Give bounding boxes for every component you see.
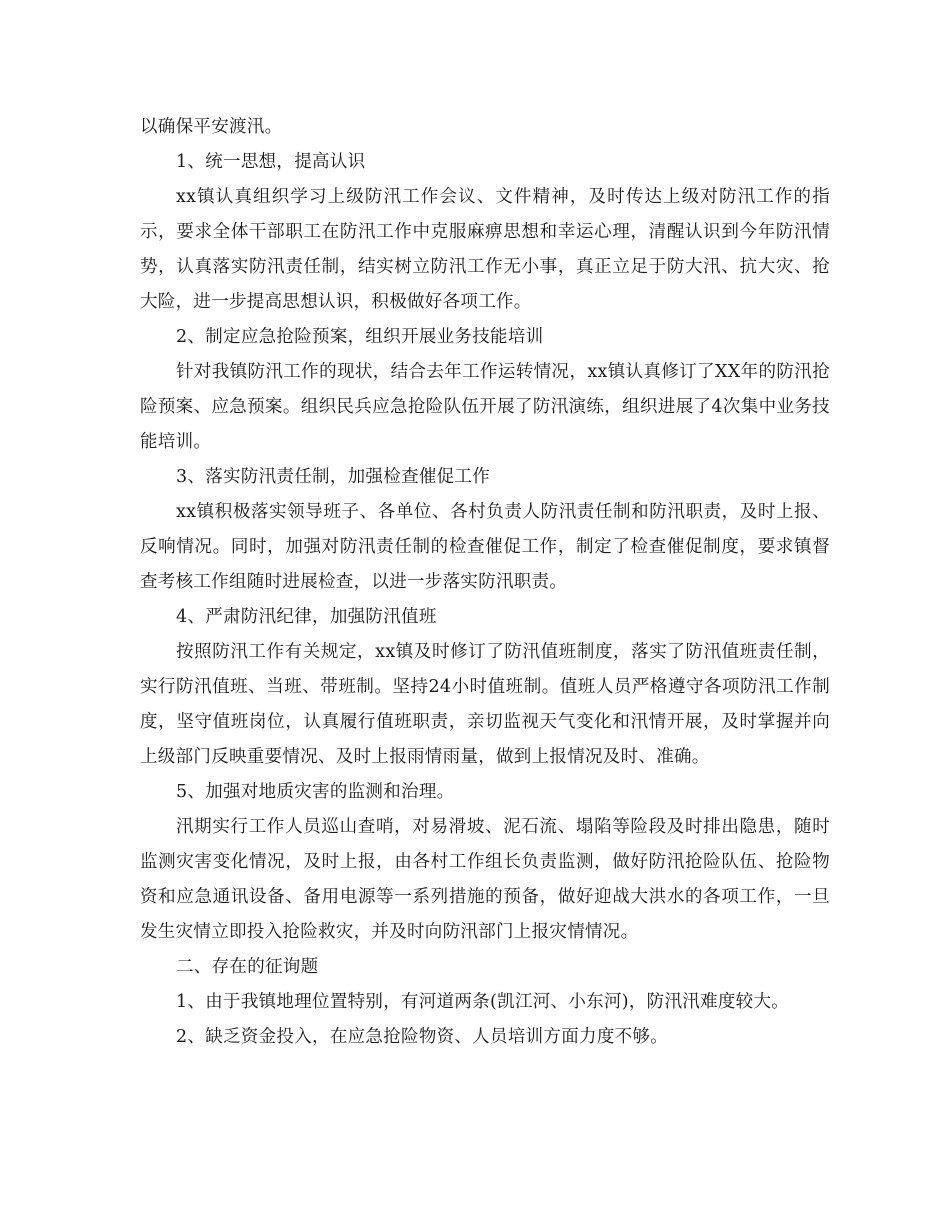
paragraph-3: xx镇积极落实领导班子、各单位、各村负责人防汛责任制和防汛职责，及时上报、反响情况。同时，加强对防汛责任制的检查催促工作，制定了检查催促制度，要求镇督查考核工作组随时进展检查，以进一步落实防汛职责。 bbox=[140, 502, 830, 592]
heading-2: 2、制定应急抢险预案，组织开展业务技能培训 bbox=[176, 327, 544, 347]
heading-5: 5、加强对地质灾害的监测和治理。 bbox=[176, 782, 455, 802]
paragraph-5: 汛期实行工作人员巡山查哨，对易滑坡、泥石流、塌陷等险段及时排出隐患，随时监测灾害变化情况，及时上报，由各村工作组长负责监测，做好防汛抢险队伍、抢险物资和应急通讯设备、备用电源等一系列措施的预备，做好迎战大洪水的各项工作，一旦发生灾情立即投入抢险救灾，并及时向防汛部门上报灾情情况。 bbox=[140, 817, 830, 942]
section-heading-issues: 二、存在的征询题 bbox=[176, 957, 319, 977]
paragraph-1: xx镇认真组织学习上级防汛工作会议、文件精神，及时传达上级对防汛工作的指示，要求全体干部职工在防汛工作中克服麻痹思想和幸运心理，清醒认识到今年防汛情势，认真落实防汛责任制，结实树立防汛工作无小事，真正立足于防大汛、抗大灾、抢大险，进一步提高思想认识，积极做好各项工作。 bbox=[140, 187, 830, 312]
issue-item-2: 2、缺乏资金投入，在应急抢险物资、人员培训方面力度不够。 bbox=[176, 1027, 669, 1047]
paragraph-intro-tail: 以确保平安渡汛。 bbox=[140, 117, 283, 137]
heading-3: 3、落实防汛责任制，加强检查催促工作 bbox=[176, 467, 491, 487]
paragraph-4: 按照防汛工作有关规定，xx镇及时修订了防汛值班制度，落实了防汛值班责任制，实行防汛值班、当班、带班制。坚持24小时值班制。值班人员严格遵守各项防汛工作制度，坚守值班岗位，认真履行值班职责，亲切监视天气变化和汛情开展，及时掌握并向上级部门反映重要情况、及时上报雨情雨量，做到上报情况及时、准确。 bbox=[140, 642, 830, 767]
document-body bbox=[140, 110, 830, 1055]
paragraph-2: 针对我镇防汛工作的现状，结合去年工作运转情况，xx镇认真修订了XX年的防汛抢险预案、应急预案。组织民兵应急抢险队伍开展了防汛演练，组织进展了4次集中业务技能培训。 bbox=[140, 362, 830, 452]
heading-4: 4、严肃防汛纪律，加强防汛值班 bbox=[176, 607, 437, 627]
issue-item-1: 1、由于我镇地理位置特别，有河道两条(凯江河、小东河)，防汛汛难度较大。 bbox=[176, 992, 790, 1012]
heading-1: 1、统一思想，提高认识 bbox=[176, 152, 366, 172]
